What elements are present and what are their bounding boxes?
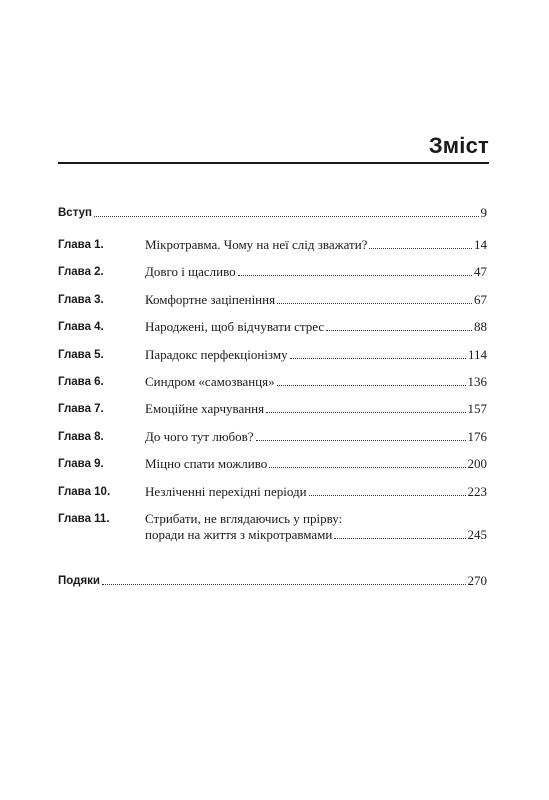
toc-entry-title: Вступ [58,207,92,219]
toc-entry-chapter-4[interactable] [58,319,487,335]
toc-entry-title: До чого тут любов? [145,428,254,444]
toc-entry-title: Емоційне харчування [145,401,265,417]
toc-entry-title: Мікротравма. Чому на неї слід зважати? [145,237,368,252]
toc-page-number: 67 [474,291,487,307]
toc-page-number: 88 [474,319,487,335]
toc-entry-title: Довго і щасливо [145,264,236,280]
dot-leader [102,584,466,585]
toc-page-number: 157 [467,401,487,417]
toc-entry-chapter-2[interactable] [58,264,487,280]
chapter-label: Глава 10. [58,485,111,498]
chapter-label: Глава 5. [58,348,104,361]
toc-page-number: 200 [467,456,487,472]
toc-entry-chapter-9[interactable] [58,456,487,472]
toc-entry-title: Міцно спати можливо [145,456,268,472]
toc-entry-chapter-10[interactable] [58,484,487,500]
toc-entry-title-line-1: Стрибати, не вглядаючись у прірву: [145,510,343,526]
dot-leader [369,248,472,249]
toc-page-number: 136 [467,373,487,389]
toc-entry-chapter-3[interactable] [58,292,487,308]
toc-page-number: 9 [480,205,487,220]
chapter-label: Глава 7. [58,403,104,416]
page-title: Зміст [428,133,489,158]
toc-page-number: 270 [467,572,487,588]
toc-entry-chapter-7[interactable] [58,401,487,417]
title-divider [58,162,489,164]
dot-leader [326,330,472,331]
toc-page-number: 245 [467,526,487,542]
chapter-label: Глава 3. [58,293,104,306]
toc-entry-title: Народжені, щоб відчувати стрес [145,319,325,335]
toc-page-number: 47 [474,264,487,280]
toc-entry-title: Комфортне заціпеніння [145,291,276,307]
toc-page-number: 176 [467,428,487,444]
toc-entry-chapter-1[interactable] [58,237,487,253]
chapter-label: Глава 6. [58,375,104,388]
toc-entry-title: Парадокс перфекціонізму [145,346,288,362]
toc-entry-title: Незліченні перехідні періоди [145,483,307,499]
toc-entry-title: Синдром «самозванця» [145,373,275,389]
toc-entry-chapter-11[interactable] [58,511,487,543]
toc-page-number: 114 [467,346,487,362]
toc-entry-chapter-5[interactable] [58,347,487,363]
chapter-label: Глава 1. [58,239,104,251]
toc-entry-title-line-2: поради на життя з мікротравмами [145,526,333,542]
dot-leader [277,303,472,304]
toc-entry-intro[interactable] [58,205,487,221]
toc-entry-chapter-6[interactable] [58,374,487,390]
dot-leader [266,412,465,413]
dot-leader [277,385,466,386]
chapter-label: Глава 2. [58,266,104,279]
toc-entry-acknowledgements[interactable] [58,573,487,589]
chapter-label: Глава 11. [58,512,110,525]
toc-page-number: 223 [467,483,487,499]
dot-leader [290,358,466,359]
dot-leader [256,440,466,441]
toc-page-number: 14 [474,237,487,252]
dot-leader [309,495,466,496]
dot-leader [334,538,465,539]
chapter-label: Глава 9. [58,458,104,471]
dot-leader [238,275,472,276]
chapter-label: Глава 4. [58,321,104,334]
toc-entry-chapter-8[interactable] [58,429,487,445]
table-of-contents [58,205,487,589]
dot-leader [269,467,465,468]
toc-entry-title: Подяки [58,574,100,587]
dot-leader [94,216,479,217]
chapter-label: Глава 8. [58,430,104,443]
